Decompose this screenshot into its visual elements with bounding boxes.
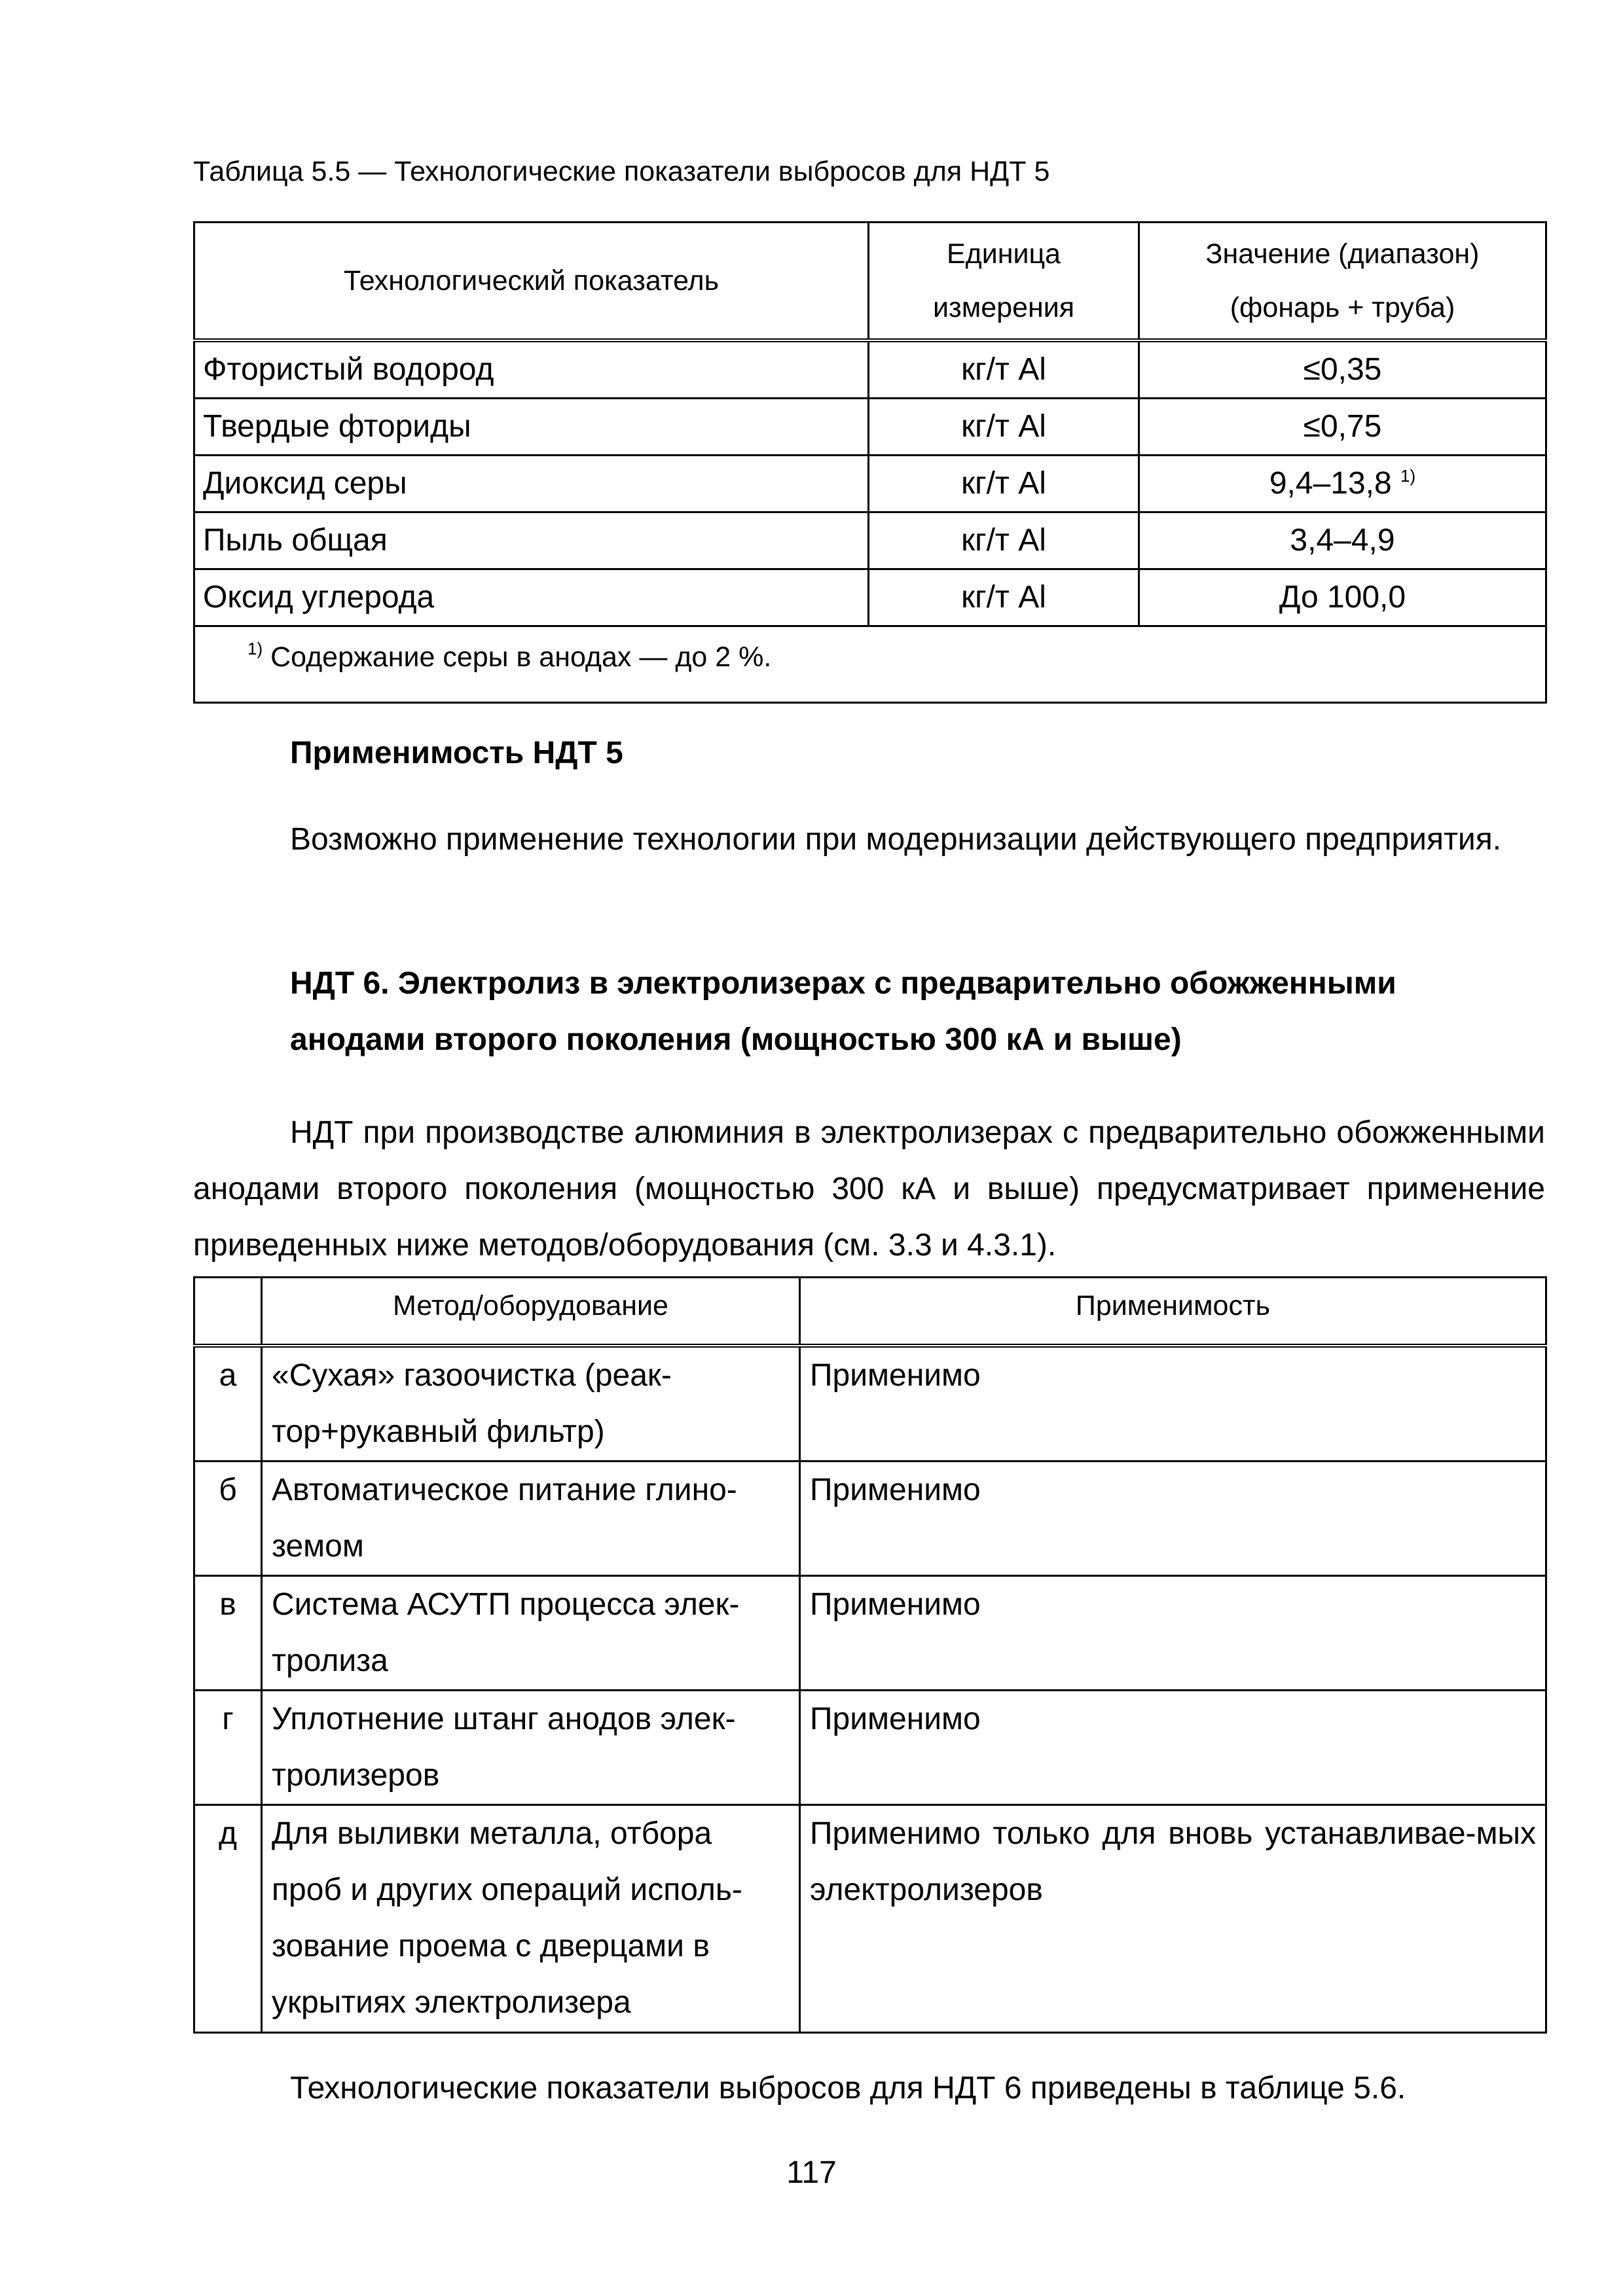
row-applicability: Применимо (800, 1346, 1546, 1462)
indicator-name: Оксид углерода (194, 569, 869, 626)
footnote-text: Содержание серы в анодах — до 2 %. (263, 641, 772, 673)
indicator-name: Диоксид серы (194, 456, 869, 512)
row-method: Автоматическое питание глино-земом (262, 1462, 800, 1576)
row-method: Уплотнение штанг анодов элек-тролизеров (262, 1691, 800, 1805)
table-header-row (194, 223, 1546, 341)
table-row (194, 569, 1546, 626)
indicator-value (1139, 512, 1546, 569)
indicator-unit: кг/т Al (869, 456, 1139, 512)
header-applicability: Применимость (800, 1278, 1546, 1346)
indicator-unit: кг/т Al (869, 340, 1139, 399)
row-applicability: Применимо только для вновь устанавливае-мых электролизеров (800, 1805, 1546, 2033)
applicability-paragraph: Возможно применение технологии при модернизации действующего предприятия. (290, 822, 1502, 857)
value-footnote-mark: 1) (1400, 466, 1416, 486)
methods-header-row (194, 1278, 1546, 1346)
row-method: Система АСУТП процесса элек-тролиза (262, 1576, 800, 1691)
indicator-name: Твердые фториды (194, 399, 869, 456)
row-letter: г (194, 1691, 262, 1805)
header-value (1139, 223, 1546, 341)
value-text: 3,4–4,9 (1290, 523, 1395, 558)
footnote-mark: 1) (247, 639, 263, 658)
table-footnote-row (194, 626, 1546, 703)
indicator-unit: кг/т Al (869, 569, 1139, 626)
indicator-unit: кг/т Al (869, 512, 1139, 569)
page-number: 117 (786, 2155, 837, 2190)
indicator-value (1139, 456, 1546, 512)
row-applicability: Применимо (800, 1462, 1546, 1576)
indicator-name: Фтористый водород (194, 340, 869, 399)
value-text: 9,4–13,8 (1269, 466, 1401, 501)
table-caption: Таблица 5.5 — Технологические показатели выбросов для НДТ 5 (193, 156, 1050, 187)
table-row (194, 1576, 1546, 1691)
indicator-value (1139, 340, 1546, 399)
header-unit (869, 223, 1139, 341)
row-method: Для выливки металла, отбора проб и других операций исполь-зование проема с дверцами в укрытиях электролизера (262, 1805, 800, 2033)
emissions-table (193, 221, 1547, 704)
closing-paragraph: Технологические показатели выбросов для НДТ 6 приведены в таблице 5.6. (290, 2071, 1406, 2106)
row-letter: б (194, 1462, 262, 1576)
table-row (194, 1462, 1546, 1576)
indicator-value (1139, 569, 1546, 626)
value-text: ≤0,35 (1303, 352, 1382, 387)
header-method: Метод/оборудование (262, 1278, 800, 1346)
header-value-line2: (фонарь + труба) (1230, 292, 1455, 323)
methods-table (193, 1276, 1547, 2034)
row-applicability: Применимо (800, 1691, 1546, 1805)
indicator-value (1139, 399, 1546, 456)
row-letter: а (194, 1346, 262, 1462)
row-method: «Сухая» газоочистка (реак-тор+рукавный фильтр) (262, 1346, 800, 1462)
header-indicator: Технологический показатель (194, 223, 869, 341)
applicability-heading: Применимость НДТ 5 (290, 736, 623, 770)
table-row (194, 456, 1546, 512)
ndt6-paragraph: НДТ при производстве алюминия в электролизерах с предварительно обожженными анодами второго поколения (мощностью 300 кА и выше) предусматривает применение приведенных ниже методов/оборудования (см. 3.3 и 4.3.1). (193, 1115, 1545, 1263)
table-row (194, 1346, 1546, 1462)
row-applicability: Применимо (800, 1576, 1546, 1691)
table-row (194, 512, 1546, 569)
table-footnote (194, 626, 1546, 703)
header-value-line1: Значение (диапазон) (1205, 238, 1480, 270)
indicator-name: Пыль общая (194, 512, 869, 569)
value-text: ≤0,75 (1303, 409, 1382, 444)
table-row (194, 399, 1546, 456)
row-letter: д (194, 1805, 262, 2033)
table-row (194, 1805, 1546, 2033)
table-row (194, 340, 1546, 399)
header-unit-line2: измерения (932, 292, 1075, 323)
header-letter (194, 1278, 262, 1346)
row-letter: в (194, 1576, 262, 1691)
indicator-unit: кг/т Al (869, 399, 1139, 456)
header-unit-line1: Единица (946, 238, 1061, 270)
ndt6-heading-line1: НДТ 6. Электролиз в электролизерах с предварительно обожженными (290, 966, 1396, 1001)
value-text: До 100,0 (1279, 580, 1406, 615)
table-row (194, 1691, 1546, 1805)
ndt6-heading-line2: анодами второго поколения (мощностью 300 кА и выше) (290, 1022, 1182, 1057)
